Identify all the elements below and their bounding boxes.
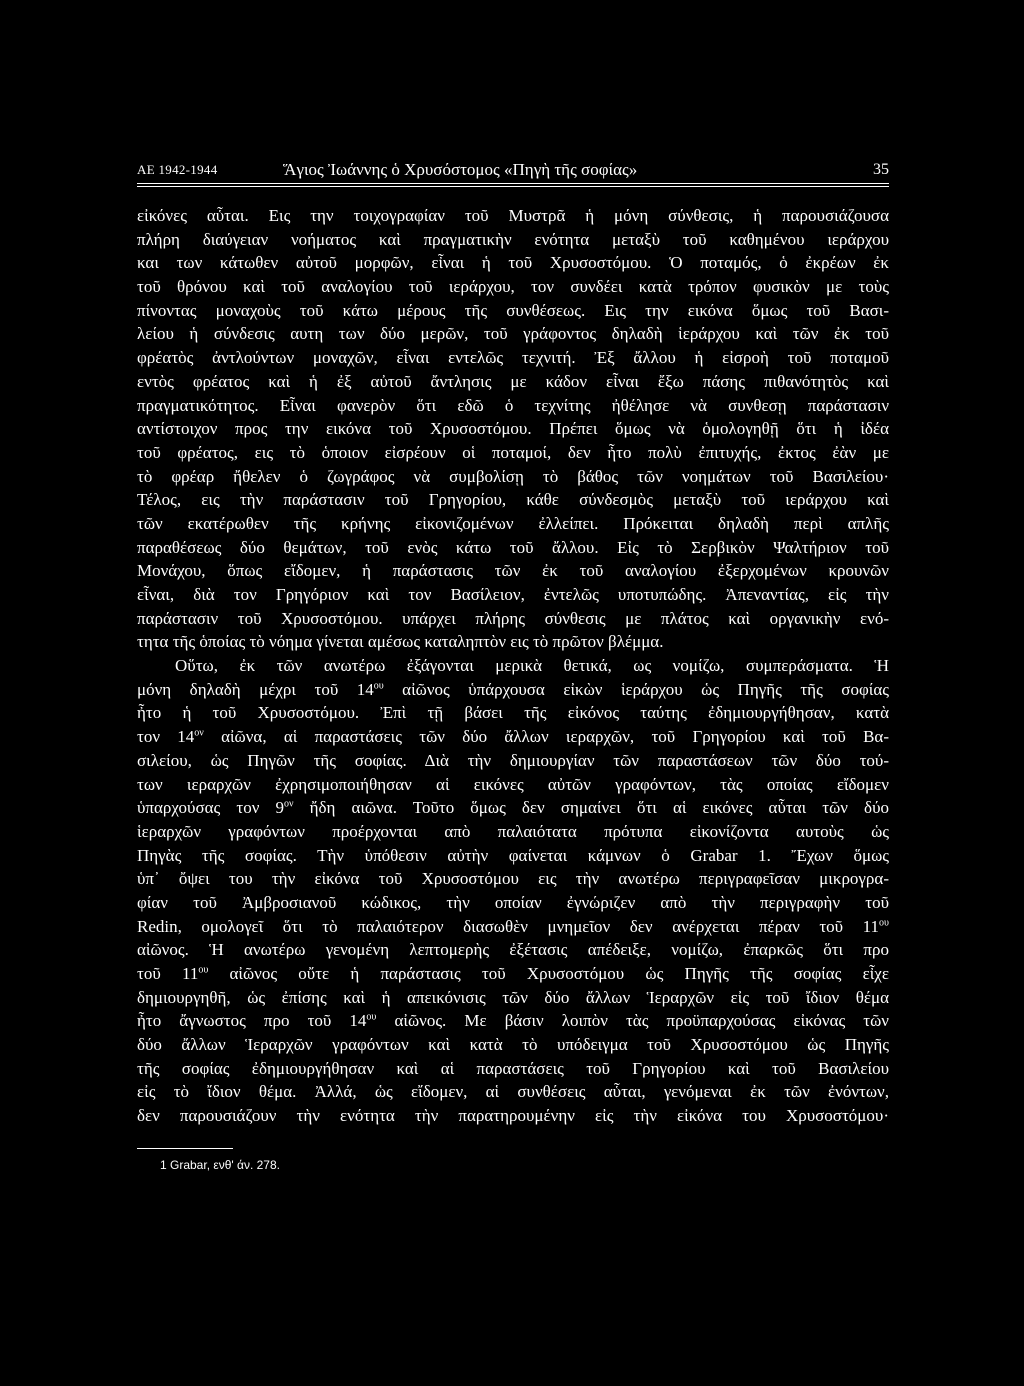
running-title: Ἅγιος Ἰωάννης ὁ Χρυσόστομος «Πηγὴ τῆς σοφίας»: [283, 160, 638, 179]
text-line: τῆς σοφίας ἐδημιουργήθησαν καὶ αἱ παραστάσεις τοῦ Γρηγορίου καὶ τοῦ Βασιλείου: [137, 1058, 889, 1078]
text-line: αἰῶνος. Ἡ ανωτέρω γενομένη λεπτομερὴς ἐξέτασις απέδειξε, νομίζω, ἐπαρκῶς ὅτι προ: [137, 940, 889, 960]
text-line: αντίστοιχον προς την εικόνα τοῦ Χρυσοστόμου. Πρέπει ὅμως νὰ ὁμολογηθῇ ὅτι ἡ ἰδέα: [137, 419, 889, 439]
text-line: ὑπ᾽ ὄψει του τὴν εἰκόνα τοῦ Χρυσοστόμου εις τὴν ανωτέρω περιγραφεῖσαν μικρογρα-: [137, 869, 889, 889]
text-line: τῶν εκατέρωθεν τῆς κρήνης εἰκονιζομένων ἐλλείπει. Πρόκειται δηλαδὴ περὶ απλῆς: [137, 513, 889, 533]
header-rule-top: [137, 183, 889, 184]
text-line: των ιεραρχῶν ἐχρησιμοποιήθησαν αἱ εικόνες αὐτῶν γραφόντων, τὰς οποίας εἴδομεν: [137, 774, 889, 794]
text-line: εἰς τὸ ἴδιον θέμα. Ἀλλά, ὡς εἴδομεν, αἱ συνθέσεις αὗται, γενόμεναι ἐκ τῶν ἐνόντων,: [137, 1082, 889, 1102]
text-line: πλήρη διαύγειαν νοήματος καὶ πραγματικὴν ενότητα μεταξὺ τοῦ καθημένου ιεράρχου: [137, 229, 889, 249]
body-text: [137, 204, 889, 1128]
text-line: Redin, ομολογεῖ ὅτι τὸ παλαιότερον διασωθὲν μνημεῖον δεν ανέρχεται πέραν τοῦ $11^{o\upsilon}$: [137, 916, 889, 936]
text-line: λείου ἡ σύνδεσις αυτη των δύο μερῶν, τοῦ γράφοντος δηλαδὴ ἱεράρχου καὶ τῶν ἐκ τοῦ: [137, 324, 889, 344]
text-line: και των κάτωθεν αὐτοῦ μορφῶν, εἶναι ἡ τοῦ Χρυσοστόμου. Ὁ ποταμός, ὁ ἐκρέων ἐκ: [137, 253, 889, 273]
text-line: τητα τῆς ὁποίας τὸ νόημα γίνεται αμέσως καταληπτὸν εις τὸ πρῶτον βλέμμα.: [137, 632, 664, 652]
header-rule-bottom: [137, 186, 889, 187]
text-line: Οὕτω, ἐκ τῶν ανωτέρω ἐξάγονται μερικὰ θετικά, ως νομίζω, συμπεράσματα. Ἡ: [175, 656, 889, 676]
text-line: ὑπαρχούσας τον $9^{o\nu}$ ἤδη αιῶνα. Τοῦτο ὅμως δεν σημαίνει ὅτι αἱ εικόνες αὗται τῶν δύο: [137, 798, 889, 818]
text-line: ἦτο ἡ τοῦ Χρυσοστόμου. Ἐπὶ τῇ βάσει τῆς εἰκόνος ταύτης ἐδημιουργήθησαν, κατὰ: [137, 703, 889, 723]
text-line: Πηγὰς τῆς σοφίας. Τὴν ὑπόθεσιν αὐτὴν φαίνεται κάμνων ὁ Grabar 1. Ἔχων ὅμως: [137, 845, 889, 865]
text-line: τοῦ θρόνου καὶ τοῦ αναλογίου τοῦ ιεράρχου, τον συνδέει κατὰ τρόπον φυσικὸν με τοὺς: [137, 277, 889, 297]
text-line: τον $14^{o\nu}$ αἰῶνα, αἱ παραστάσεις τῶν δύο ἄλλων ιεραρχῶν, τοῦ Γρηγορίου καὶ τοῦ Βα-: [137, 727, 889, 747]
text-line: ἦτο ἄγνωστος προ τοῦ $14^{o\upsilon}$ αἰῶνος. Με βάσιν λοιπὸν τὰς προϋπαρχούσας εἰκόνας τῶν: [137, 1011, 889, 1031]
text-line: Μονάχου, ὅπως εἴδομεν, ἡ παράστασις τῶν ἐκ τοῦ αναλογίου ἐξερχομένων κρουνῶν: [137, 561, 889, 581]
text-line: τοῦ φρέατος, εις τὸ ὁποιον εἰσρέουν οἱ ποταμοί, δεν ἦτο πολὺ ἐπιτυχής, ἐκτος ἐὰν με: [137, 442, 889, 462]
text-line: σιλείου, ὡς Πηγῶν τῆς σοφίας. Διὰ τὴν δημιουργίαν τῶν παραστάσεων τῶν δύο τού-: [137, 750, 889, 770]
text-line: φρέατὸς ἀντλούντων μοναχῶν, εἶναι εντελῶς τεχνιτή. Ἐξ ἄλλου ἡ εἰσροὴ τοῦ ποταμοῦ: [137, 348, 889, 368]
text-line: δημιουργηθῆ, ὡς ἐπίσης καὶ ἡ απεικόνισις τῶν δύο ἄλλων Ἱεραρχῶν εἰς τοῦ ἴδιον θέμα: [137, 987, 889, 1007]
text-line: εἰκόνες αὗται. Εις την τοιχογραφίαν τοῦ Μυστρᾶ ἡ μόνη σύνθεσις, ἡ παρουσιάζουσα: [137, 206, 889, 225]
text-line: δύο ἄλλων Ἱεραρχῶν γραφόντων καὶ κατὰ τὸ υπόδειγμα τοῦ Χρυσοστόμου ὡς Πηγῆς: [137, 1035, 889, 1055]
running-header: [137, 160, 889, 180]
text-line: μόνη δηλαδὴ μέχρι τοῦ $14^{o\upsilon}$ αἰῶνος ὑπάρχουσα εἰκὼν ἱεράρχου ὡς Πηγῆς τῆς σοφίας: [137, 679, 889, 699]
text-line: παραθέσεως δύο θεμάτων, τοῦ ενὸς κάτω τοῦ ἄλλου. Εἰς τὸ Σερβικὸν Ψαλτήριον τοῦ: [137, 537, 889, 557]
footnote-rule: [137, 1148, 233, 1149]
text-line: ἱεραρχῶν γραφόντων προέρχονται απὸ παλαιότατα πρότυπα εἰκονίζοντα αυτοὺς ὡς: [137, 821, 889, 841]
footnote: 1 Grabar, ενθ' άν. 278.: [160, 1158, 280, 1172]
text-line: εἶναι, διὰ τον Γρηγόριον καὶ τον Βασίλειον, ἐντελῶς υποτυπώδης. Ἀπεναντίας, εἰς τὴν: [137, 585, 889, 604]
text-line: πίνοντας μοναχοὺς τοῦ κάτω μέρους τῆς συνθέσεως. Εις την εικόνα ὅμως τοῦ Βασι-: [137, 300, 889, 320]
text-line: παράστασιν τοῦ Χρυσοστόμου. υπάρχει πλήρης σύνθεσις με πλάτος καὶ οργανικὴν ενό-: [137, 608, 889, 628]
text-line: φίαν τοῦ Ἀμβροσιανοῦ κώδικος, τὴν οποίαν ἐγνώριζεν απὸ τὴν περιγραφὴν τοῦ: [137, 892, 889, 912]
page-number: 35: [873, 161, 889, 178]
text-line: εντὸς φρέατος καὶ ἡ ἐξ αὐτοῦ ἄντλησις με κάδον εἶναι ἔξω πάσης πιθανότητὸς καὶ: [137, 371, 889, 391]
text-line: πραγματικότητος. Εἶναι φανερὸν ὅτι εδῶ ὁ τεχνίτης ἠθέλησε νὰ συνθεσῃ παράστασιν: [137, 395, 889, 415]
text-line: τοῦ $11^{o\upsilon}$ αἰῶνος οὔτε ἡ παράστασις τοῦ Χρυσοστόμου ὡς Πηγῆς τῆς σοφίας εἶχε: [137, 964, 889, 983]
text-line: δεν παρουσιάζουν τὴν ενότητα τὴν παρατηρουμένην εἰς τὴν εἰκόνα του Χρυσοστόμου·: [137, 1106, 889, 1126]
text-line: τὸ φρέαρ ἤθελεν ὁ ζωγράφος νὰ συμβολίσῃ τὸ βάθος τῶν νοημάτων τοῦ Βασιλείου·: [137, 466, 889, 486]
text-line: Τέλος, εις τὴν παράστασιν τοῦ Γρηγορίου, κάθε σύνδεσμὸς μεταξὺ τοῦ ιεράρχου καὶ: [137, 490, 889, 510]
journal-reference: ΑΕ 1942-1944: [137, 162, 218, 177]
